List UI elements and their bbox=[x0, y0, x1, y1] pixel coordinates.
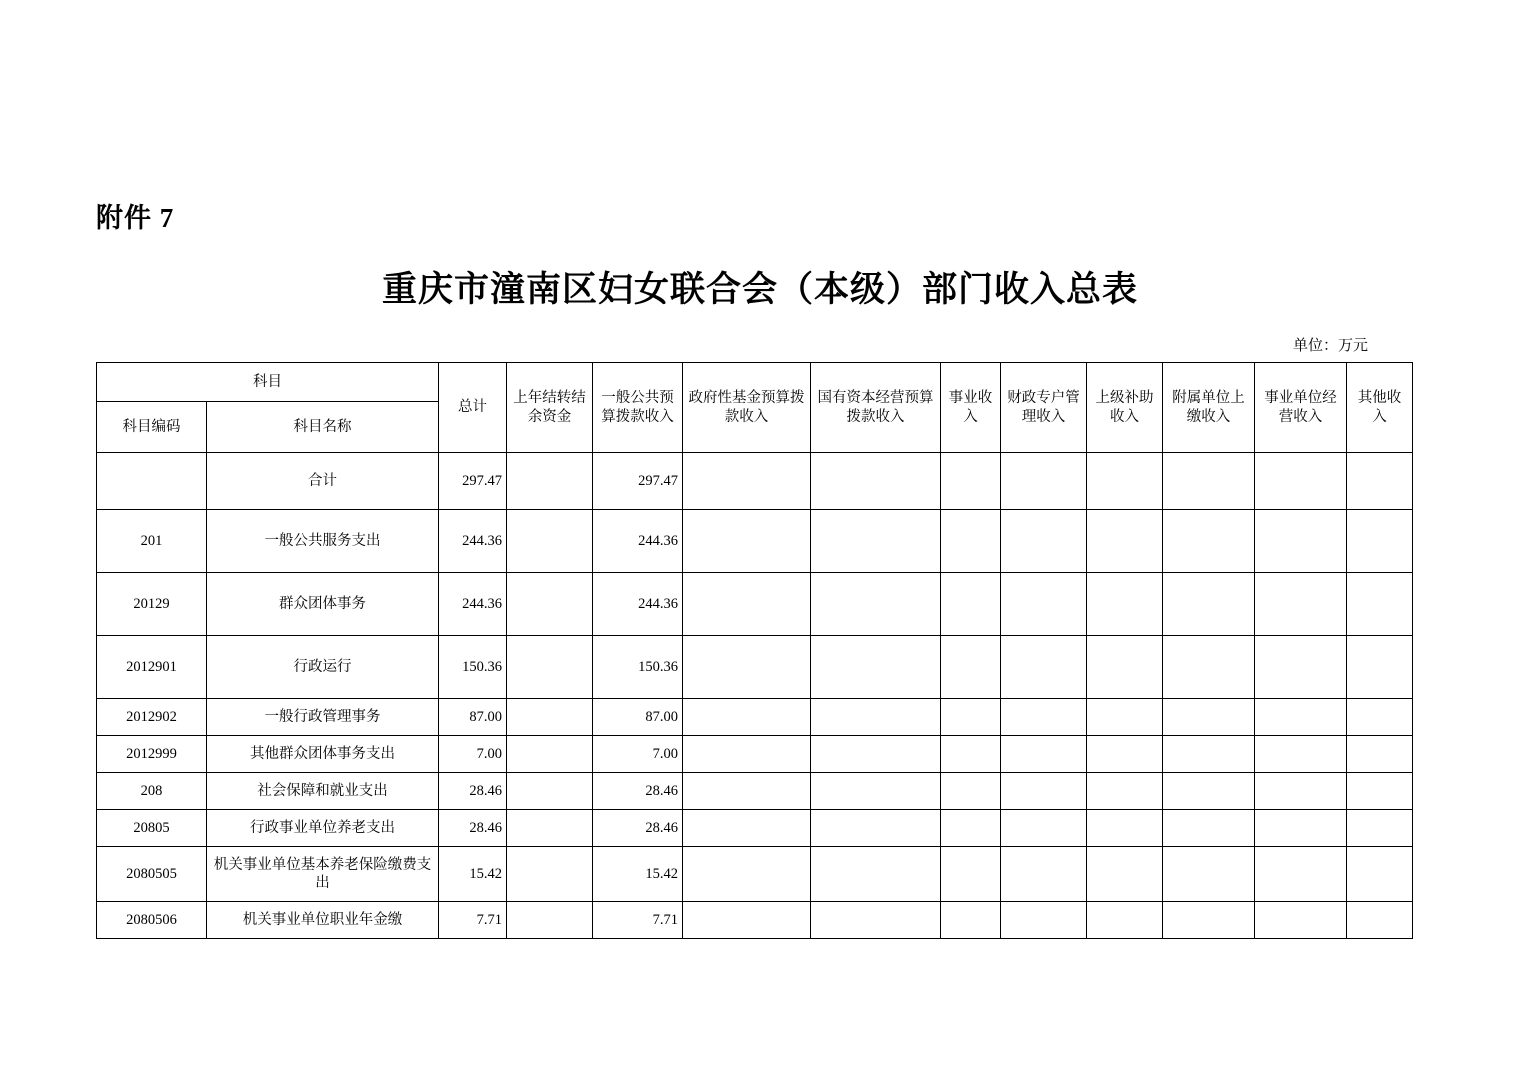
cell-code: 2012999 bbox=[97, 736, 207, 773]
cell-superior-subsidy bbox=[1087, 902, 1163, 939]
budget-table-container bbox=[96, 362, 1412, 939]
table-row bbox=[97, 453, 1413, 510]
cell-business-operation bbox=[1255, 810, 1347, 847]
cell-name: 行政运行 bbox=[207, 636, 439, 699]
cell-code: 2080505 bbox=[97, 847, 207, 902]
cell-carryover bbox=[507, 636, 593, 699]
header-carryover: 上年结转结余资金 bbox=[507, 363, 593, 453]
cell-total: 7.00 bbox=[439, 736, 507, 773]
cell-gov-fund bbox=[683, 699, 811, 736]
cell-name: 机关事业单位职业年金缴 bbox=[207, 902, 439, 939]
header-superior-subsidy: 上级补助收入 bbox=[1087, 363, 1163, 453]
table-row bbox=[97, 736, 1413, 773]
cell-gov-fund bbox=[683, 510, 811, 573]
cell-code: 2012901 bbox=[97, 636, 207, 699]
header-other: 其他收入 bbox=[1347, 363, 1413, 453]
cell-gov-fund bbox=[683, 736, 811, 773]
header-subject-group: 科目 bbox=[97, 363, 439, 402]
cell-gov-fund bbox=[683, 902, 811, 939]
cell-superior-subsidy bbox=[1087, 573, 1163, 636]
cell-business-income bbox=[941, 573, 1001, 636]
cell-business-income bbox=[941, 847, 1001, 902]
cell-superior-subsidy bbox=[1087, 736, 1163, 773]
cell-business-income bbox=[941, 810, 1001, 847]
cell-total: 7.71 bbox=[439, 902, 507, 939]
cell-code: 201 bbox=[97, 510, 207, 573]
header-state-capital: 国有资本经营预算拨款收入 bbox=[811, 363, 941, 453]
table-row bbox=[97, 847, 1413, 902]
cell-superior-subsidy bbox=[1087, 773, 1163, 810]
table-row bbox=[97, 810, 1413, 847]
header-subject-name: 科目名称 bbox=[207, 402, 439, 453]
cell-total: 28.46 bbox=[439, 773, 507, 810]
cell-general-budget: 87.00 bbox=[593, 699, 683, 736]
cell-state-capital bbox=[811, 510, 941, 573]
cell-superior-subsidy bbox=[1087, 847, 1163, 902]
cell-carryover bbox=[507, 773, 593, 810]
header-gov-fund: 政府性基金预算拨款收入 bbox=[683, 363, 811, 453]
cell-gov-fund bbox=[683, 573, 811, 636]
cell-total: 244.36 bbox=[439, 510, 507, 573]
cell-carryover bbox=[507, 847, 593, 902]
header-affiliate-turnin: 附属单位上缴收入 bbox=[1163, 363, 1255, 453]
table-header bbox=[97, 363, 1413, 453]
table-row bbox=[97, 699, 1413, 736]
table-row bbox=[97, 510, 1413, 573]
cell-total: 297.47 bbox=[439, 453, 507, 510]
page-title: 重庆市潼南区妇女联合会（本级）部门收入总表 bbox=[381, 270, 1138, 309]
header-row-group bbox=[97, 363, 1413, 402]
cell-affiliate-turnin bbox=[1163, 736, 1255, 773]
cell-business-operation bbox=[1255, 453, 1347, 510]
header-general-budget: 一般公共预算拨款收入 bbox=[593, 363, 683, 453]
cell-carryover bbox=[507, 573, 593, 636]
cell-fiscal-account bbox=[1001, 636, 1087, 699]
cell-superior-subsidy bbox=[1087, 510, 1163, 573]
cell-gov-fund bbox=[683, 636, 811, 699]
cell-general-budget: 297.47 bbox=[593, 453, 683, 510]
cell-affiliate-turnin bbox=[1163, 699, 1255, 736]
cell-gov-fund bbox=[683, 810, 811, 847]
cell-code: 2080506 bbox=[97, 902, 207, 939]
cell-carryover bbox=[507, 453, 593, 510]
cell-affiliate-turnin bbox=[1163, 773, 1255, 810]
cell-business-income bbox=[941, 736, 1001, 773]
cell-other bbox=[1347, 736, 1413, 773]
cell-affiliate-turnin bbox=[1163, 810, 1255, 847]
cell-business-operation bbox=[1255, 699, 1347, 736]
cell-superior-subsidy bbox=[1087, 810, 1163, 847]
cell-state-capital bbox=[811, 902, 941, 939]
cell-business-operation bbox=[1255, 636, 1347, 699]
cell-business-income bbox=[941, 773, 1001, 810]
cell-name: 机关事业单位基本养老保险缴费支出 bbox=[207, 847, 439, 902]
cell-superior-subsidy bbox=[1087, 699, 1163, 736]
cell-general-budget: 7.00 bbox=[593, 736, 683, 773]
cell-fiscal-account bbox=[1001, 453, 1087, 510]
cell-superior-subsidy bbox=[1087, 636, 1163, 699]
cell-code: 208 bbox=[97, 773, 207, 810]
cell-state-capital bbox=[811, 699, 941, 736]
attachment-label: 附件 7 bbox=[96, 203, 175, 233]
cell-total: 150.36 bbox=[439, 636, 507, 699]
cell-business-income bbox=[941, 510, 1001, 573]
cell-code: 20129 bbox=[97, 573, 207, 636]
cell-fiscal-account bbox=[1001, 699, 1087, 736]
cell-fiscal-account bbox=[1001, 736, 1087, 773]
cell-other bbox=[1347, 636, 1413, 699]
cell-name: 一般行政管理事务 bbox=[207, 699, 439, 736]
budget-table bbox=[96, 362, 1413, 939]
cell-fiscal-account bbox=[1001, 902, 1087, 939]
cell-name: 行政事业单位养老支出 bbox=[207, 810, 439, 847]
header-subject-code: 科目编码 bbox=[97, 402, 207, 453]
cell-carryover bbox=[507, 699, 593, 736]
cell-state-capital bbox=[811, 810, 941, 847]
table-row bbox=[97, 573, 1413, 636]
cell-business-operation bbox=[1255, 847, 1347, 902]
cell-state-capital bbox=[811, 847, 941, 902]
cell-name: 一般公共服务支出 bbox=[207, 510, 439, 573]
cell-gov-fund bbox=[683, 773, 811, 810]
cell-general-budget: 15.42 bbox=[593, 847, 683, 902]
table-row bbox=[97, 773, 1413, 810]
cell-carryover bbox=[507, 902, 593, 939]
cell-fiscal-account bbox=[1001, 510, 1087, 573]
cell-affiliate-turnin bbox=[1163, 847, 1255, 902]
cell-name: 合计 bbox=[207, 453, 439, 510]
cell-business-income bbox=[941, 699, 1001, 736]
cell-name: 社会保障和就业支出 bbox=[207, 773, 439, 810]
cell-fiscal-account bbox=[1001, 810, 1087, 847]
cell-affiliate-turnin bbox=[1163, 453, 1255, 510]
cell-total: 15.42 bbox=[439, 847, 507, 902]
cell-name: 群众团体事务 bbox=[207, 573, 439, 636]
cell-carryover bbox=[507, 510, 593, 573]
cell-business-income bbox=[941, 636, 1001, 699]
cell-affiliate-turnin bbox=[1163, 573, 1255, 636]
cell-state-capital bbox=[811, 773, 941, 810]
cell-general-budget: 28.46 bbox=[593, 810, 683, 847]
cell-affiliate-turnin bbox=[1163, 636, 1255, 699]
cell-gov-fund bbox=[683, 453, 811, 510]
cell-fiscal-account bbox=[1001, 573, 1087, 636]
cell-other bbox=[1347, 810, 1413, 847]
cell-state-capital bbox=[811, 573, 941, 636]
table-row bbox=[97, 636, 1413, 699]
cell-code: 20805 bbox=[97, 810, 207, 847]
cell-code: 2012902 bbox=[97, 699, 207, 736]
cell-gov-fund bbox=[683, 847, 811, 902]
cell-other bbox=[1347, 773, 1413, 810]
cell-business-income bbox=[941, 902, 1001, 939]
cell-affiliate-turnin bbox=[1163, 510, 1255, 573]
unit-note: 单位：万元 bbox=[1292, 338, 1368, 354]
cell-general-budget: 7.71 bbox=[593, 902, 683, 939]
cell-fiscal-account bbox=[1001, 847, 1087, 902]
header-business-operation: 事业单位经营收入 bbox=[1255, 363, 1347, 453]
cell-state-capital bbox=[811, 736, 941, 773]
header-fiscal-account: 财政专户管理收入 bbox=[1001, 363, 1087, 453]
cell-other bbox=[1347, 453, 1413, 510]
header-total: 总计 bbox=[439, 363, 507, 453]
cell-other bbox=[1347, 847, 1413, 902]
cell-other bbox=[1347, 573, 1413, 636]
cell-other bbox=[1347, 902, 1413, 939]
cell-general-budget: 150.36 bbox=[593, 636, 683, 699]
cell-business-income bbox=[941, 453, 1001, 510]
cell-total: 244.36 bbox=[439, 573, 507, 636]
header-business-income: 事业收入 bbox=[941, 363, 1001, 453]
cell-fiscal-account bbox=[1001, 773, 1087, 810]
cell-business-operation bbox=[1255, 510, 1347, 573]
table-row bbox=[97, 902, 1413, 939]
cell-business-operation bbox=[1255, 573, 1347, 636]
cell-state-capital bbox=[811, 636, 941, 699]
table-body bbox=[97, 453, 1413, 939]
cell-code bbox=[97, 453, 207, 510]
cell-other bbox=[1347, 510, 1413, 573]
cell-superior-subsidy bbox=[1087, 453, 1163, 510]
cell-affiliate-turnin bbox=[1163, 902, 1255, 939]
cell-state-capital bbox=[811, 453, 941, 510]
cell-general-budget: 28.46 bbox=[593, 773, 683, 810]
cell-carryover bbox=[507, 736, 593, 773]
cell-total: 87.00 bbox=[439, 699, 507, 736]
cell-other bbox=[1347, 699, 1413, 736]
cell-general-budget: 244.36 bbox=[593, 510, 683, 573]
cell-carryover bbox=[507, 810, 593, 847]
cell-general-budget: 244.36 bbox=[593, 573, 683, 636]
cell-business-operation bbox=[1255, 736, 1347, 773]
cell-business-operation bbox=[1255, 773, 1347, 810]
cell-business-operation bbox=[1255, 902, 1347, 939]
cell-name: 其他群众团体事务支出 bbox=[207, 736, 439, 773]
cell-total: 28.46 bbox=[439, 810, 507, 847]
